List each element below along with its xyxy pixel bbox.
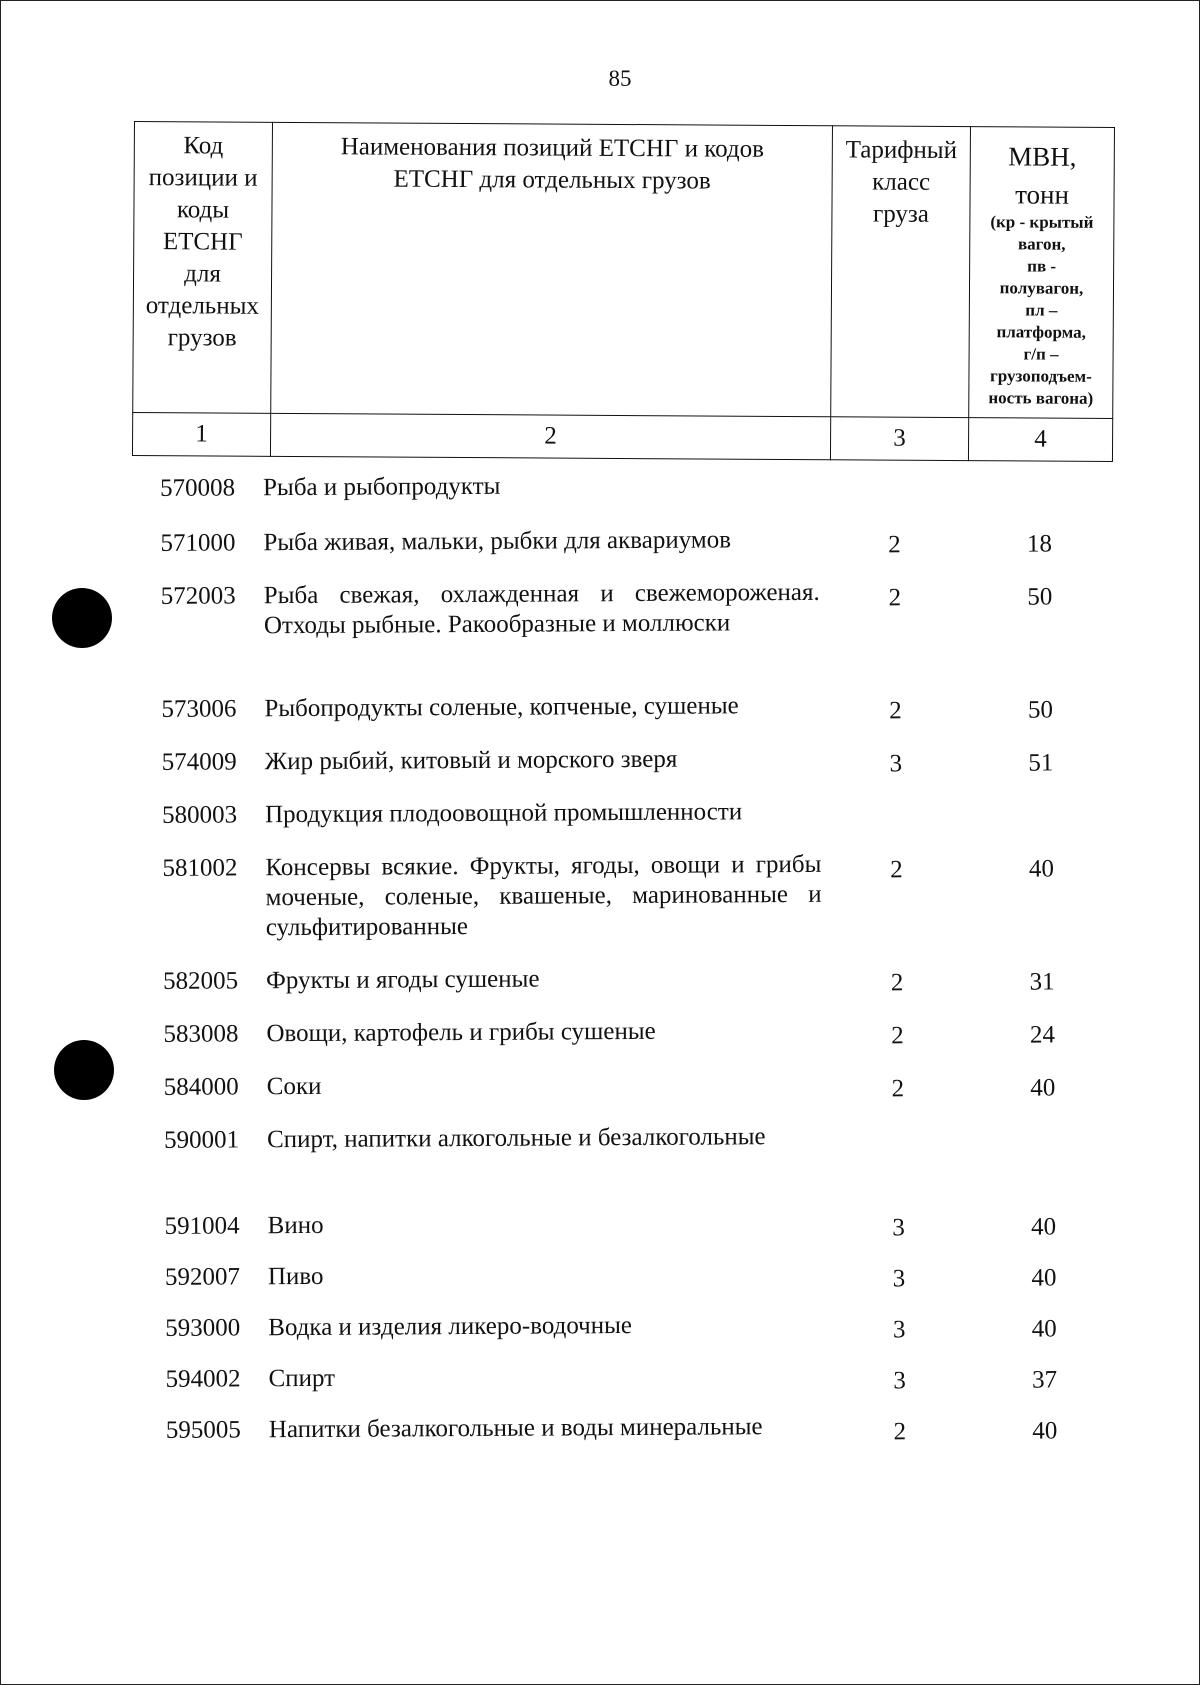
row-class: 2: [893, 1418, 907, 1446]
row-mvn: 31: [1029, 968, 1055, 996]
header-name-line: ЕТСНГ для отдельных грузов: [393, 165, 711, 195]
row-code: 592007: [164, 1263, 240, 1291]
row-mvn: 24: [1029, 1021, 1056, 1049]
row-name: Водка и изделия ликеро-водочные: [268, 1312, 633, 1342]
row-class: [823, 1121, 974, 1208]
table-row: [142, 742, 1132, 801]
header-mvn-note: пв -: [1027, 256, 1057, 276]
row-name: Консервы всякие. Фрукты, ягоды, овощи и грибы моченые, соленые, квашеные, маринованные и сульфитированные: [265, 850, 822, 942]
row-mvn: [971, 795, 1111, 849]
table-body: [140, 468, 1136, 1486]
row-name: Рыба живая, мальки, рыбки для аквариумов: [263, 526, 732, 557]
header-name: [271, 122, 833, 416]
row-name: Овощи, картофель и грибы сушеные: [266, 1017, 656, 1048]
row-code: 591004: [164, 1212, 240, 1240]
row-mvn: 40: [1031, 1213, 1057, 1241]
table-row: [140, 468, 1130, 529]
row-code: 582005: [163, 967, 239, 995]
row-class: 3: [892, 1265, 906, 1293]
row-mvn: 50: [1027, 696, 1054, 724]
header-name-line: Наименования позиций ЕТСНГ и кодов: [340, 133, 765, 163]
row-name: Напитки безалкогольные и воды минеральные: [268, 1413, 763, 1444]
row-mvn: 51: [1028, 749, 1054, 777]
row-class: 2: [888, 584, 902, 612]
row-code: 571000: [160, 529, 236, 557]
row-class: 3: [893, 1367, 906, 1395]
header-mvn: [969, 127, 1115, 419]
row-name: Спирт, напитки алкогольные и безалкогольные: [266, 1123, 766, 1154]
row-name: Рыба и рыбопродукты: [263, 472, 501, 502]
row-code: 595005: [165, 1416, 241, 1444]
header-mvn-note: грузоподъем-: [989, 366, 1092, 386]
table-row: [141, 689, 1131, 748]
header-mvn-line: тонн: [1015, 179, 1070, 210]
row-class: 2: [891, 1075, 905, 1103]
table-row: [144, 1120, 1135, 1212]
row-mvn: 40: [1031, 1315, 1057, 1343]
table-row: [142, 848, 1133, 967]
row-name: Вино: [267, 1211, 324, 1240]
row-code: 583008: [163, 1020, 239, 1048]
row-mvn: 50: [1027, 583, 1053, 611]
row-name: Рыба свежая, охлажденная и свежемороженая. Отходы рыбные. Ракообразные и моллюски: [263, 578, 820, 640]
row-mvn: 40: [1030, 1074, 1056, 1102]
page-number: 85: [608, 66, 632, 91]
table-row: [140, 523, 1130, 582]
header-mvn-note: пл –: [1025, 300, 1058, 320]
table-row: [143, 961, 1133, 1020]
row-code: 594002: [165, 1365, 241, 1393]
table-row: [143, 1014, 1133, 1073]
row-code: 573006: [161, 695, 237, 723]
column-number: 1: [132, 412, 270, 456]
row-mvn: 40: [1028, 855, 1055, 883]
column-number: 4: [968, 418, 1112, 462]
header-code: [133, 122, 273, 414]
row-code: 584000: [163, 1073, 239, 1101]
row-code: 570008: [160, 474, 236, 502]
column-number: 3: [830, 417, 968, 461]
header-tariff-class: [831, 126, 971, 418]
header-code-line: Код: [183, 132, 224, 160]
column-number: 2: [270, 413, 830, 459]
row-mvn: 40: [1032, 1417, 1058, 1445]
table-row: [142, 795, 1132, 854]
row-class: [819, 469, 969, 525]
header-mvn-note: ность вагона): [988, 388, 1094, 408]
row-name: Жир рыбий, китовый и морского зверя: [264, 745, 678, 776]
header-code-line: позиции и: [148, 164, 258, 192]
row-code: 580003: [162, 801, 238, 829]
row-mvn: [973, 1120, 1114, 1207]
header-code-line: коды: [176, 196, 230, 224]
header-class-line: Тарифный: [845, 136, 958, 165]
row-code: 581002: [162, 854, 238, 882]
row-name: Продукция плодоовощной промышленности: [265, 798, 743, 829]
header-mvn-note: г/п –: [1023, 344, 1059, 364]
row-name: Соки: [266, 1072, 322, 1101]
header-mvn-note: (кр - крытый: [990, 212, 1094, 232]
header-mvn-note: платформа,: [996, 322, 1086, 342]
header-class-line: класс: [872, 168, 931, 196]
row-name: Рыбопродукты соленые, копченые, сушеные: [264, 692, 739, 723]
header-row: [133, 122, 1115, 419]
table-row: [145, 1206, 1135, 1263]
row-class: 2: [888, 531, 901, 559]
header-code-line: грузов: [167, 324, 237, 352]
header-code-line: ЕТСНГ: [162, 228, 243, 256]
table-row: [145, 1308, 1135, 1365]
table-row: [145, 1257, 1135, 1314]
row-name: Пиво: [267, 1262, 324, 1291]
table-header: [132, 121, 1115, 462]
row-class: 2: [891, 1022, 904, 1050]
punch-hole: [52, 588, 112, 648]
row-class: 3: [892, 1214, 905, 1242]
row-class: [821, 796, 971, 850]
row-class: 3: [892, 1316, 906, 1344]
header-code-line: отдельных: [145, 292, 260, 320]
header-code-line: для: [184, 260, 221, 288]
row-mvn: 40: [1031, 1264, 1057, 1292]
row-code: 593000: [165, 1314, 241, 1342]
row-name: Фрукты и ягоды сушеные: [266, 965, 540, 995]
header-mvn-note: вагон,: [1017, 234, 1066, 254]
table-row: [146, 1410, 1136, 1486]
column-number-row: [132, 412, 1112, 461]
header-mvn-line: МВН,: [1008, 141, 1077, 172]
table-row: [141, 576, 1132, 695]
row-class: 3: [889, 750, 903, 778]
row-class: 2: [889, 697, 902, 725]
row-code: 572003: [160, 582, 236, 610]
row-code: 590001: [163, 1126, 240, 1154]
row-class: 2: [890, 856, 903, 884]
row-mvn: 37: [1031, 1366, 1058, 1394]
row-class: 2: [890, 969, 904, 997]
header-mvn-note: полувагон,: [999, 278, 1084, 298]
row-code: 574009: [161, 748, 237, 776]
row-mvn: 18: [1026, 530, 1053, 558]
header-class-line: груза: [872, 200, 929, 228]
table-row: [144, 1067, 1134, 1126]
punch-hole: [54, 1040, 114, 1100]
table-row: [145, 1359, 1135, 1416]
row-mvn: [969, 468, 1109, 524]
row-name: Спирт: [268, 1364, 336, 1393]
